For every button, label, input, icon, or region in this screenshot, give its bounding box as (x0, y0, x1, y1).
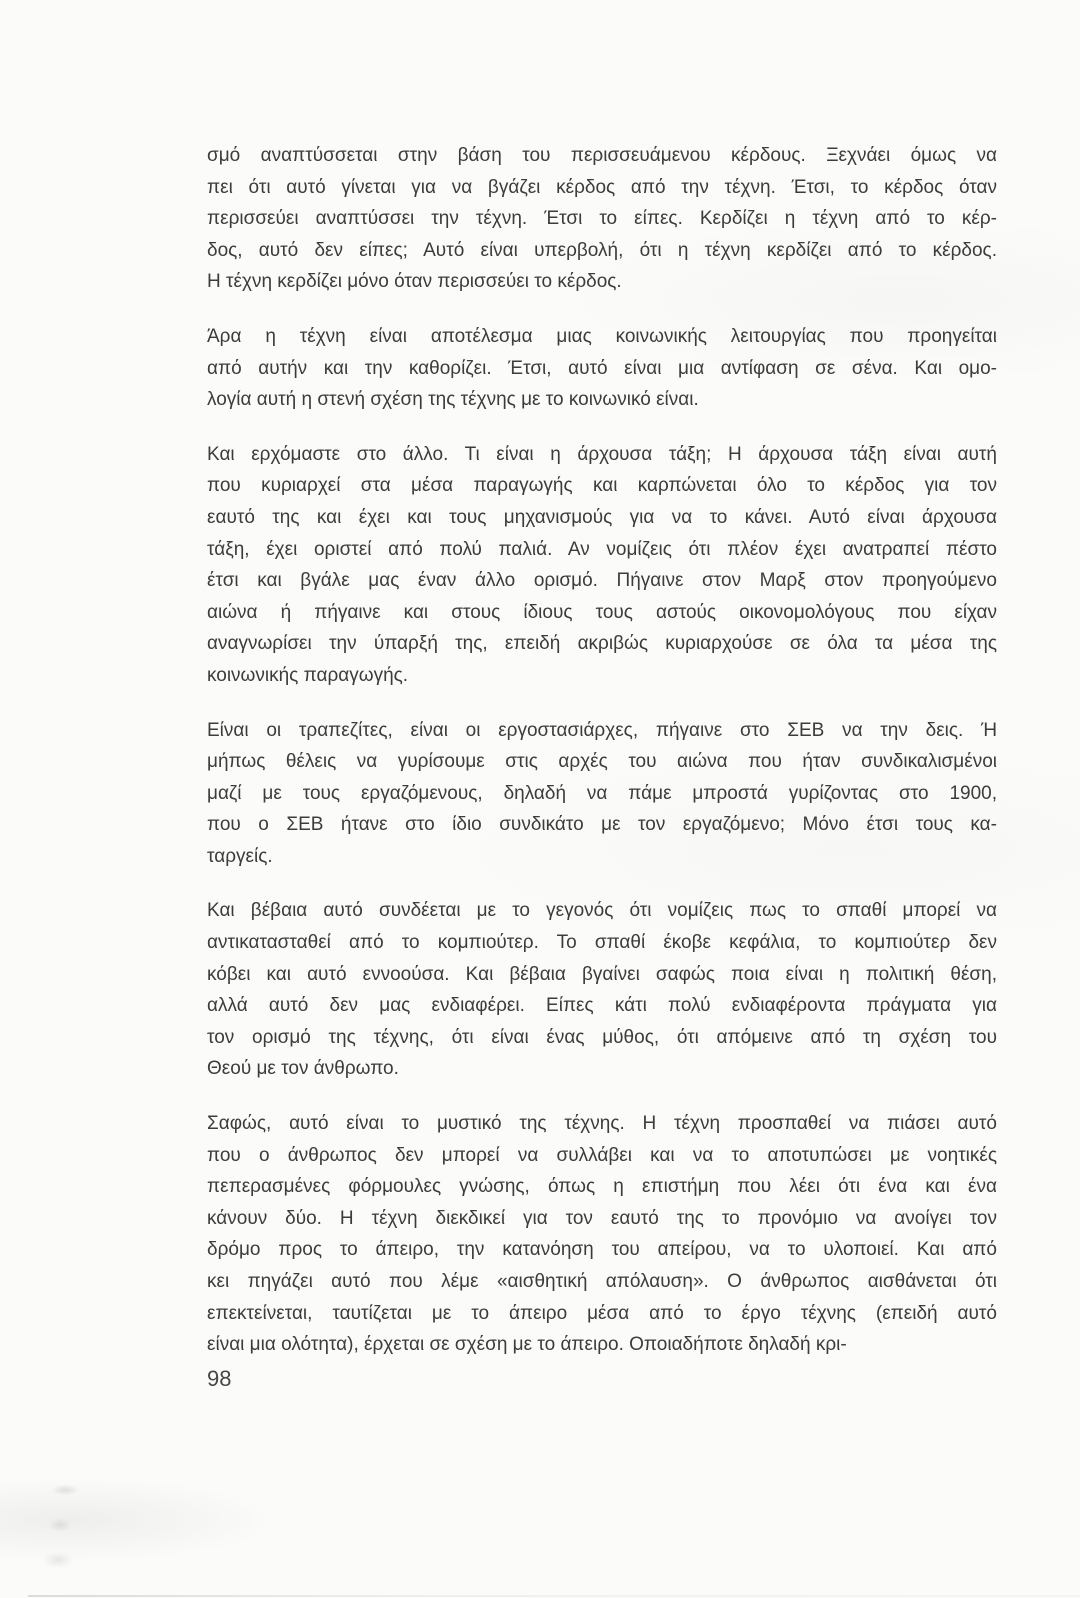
paragraph (207, 1108, 997, 1361)
paragraph (207, 895, 997, 1085)
text-line: επεκτείνεται, ταυτίζεται με το άπειρο μέσα από το έργο τέχνης (επειδή αυτό (207, 1302, 997, 1324)
text-line: που κυριαρχεί στα μέσα παραγωγής και καρπώνεται όλο το κέρδος για τον (207, 475, 997, 497)
text-line: κει πηγάζει αυτό που λέμε «αισθητική απόλαυση». Ο άνθρωπος αισθάνεται ότι (207, 1271, 997, 1292)
text-line: που ο ΣΕΒ ήτανε στο ίδιο συνδικάτο με τον εργαζόμενο; Μόνο έτσι τους κα- (207, 814, 997, 836)
text-line: κοινωνικής παραγωγής. (207, 664, 409, 686)
text-line: ταργείς. (207, 845, 273, 867)
body-text-block (207, 140, 997, 1384)
paragraph (207, 715, 997, 873)
text-line: αντικατασταθεί από το κομπιούτερ. Το σπαθί έκοβε κεφάλια, το κομπιούτερ δεν (207, 932, 997, 954)
text-line: που ο άνθρωπος δεν μπορεί να συλλάβει και να το αποτυπώσει με νοητικές (207, 1144, 997, 1166)
text-line: κάνουν δύο. Η τέχνη διεκδικεί για τον εαυτό της το προνόμιο να ανοίγει τον (207, 1207, 997, 1229)
text-line: κόβει και αυτό εννοούσα. Και βέβαια βγαίνει σαφώς ποια είναι η πολιτική θέση, (207, 963, 997, 985)
scan-smudge-artifact (10, 1480, 80, 1570)
text-line: λογία αυτή η στενή σχέση της τέχνης με το κοινωνικό είναι. (207, 389, 699, 411)
text-line: Η τέχνη κερδίζει μόνο όταν περισσεύει το κέρδος. (207, 271, 622, 293)
page-number: 98 (207, 1366, 232, 1391)
text-line: τον ορισμό της τέχνης, ότι είναι ένας μύθος, ότι απόμεινε από τη σχέση του (207, 1026, 997, 1048)
text-line: αιώνα ή πήγαινε και στους ίδιους τους αστούς οικονομολόγους που είχαν (207, 601, 997, 623)
text-line: πει ότι αυτό γίνεται για να βγάζει κέρδος από την τέχνη. Έτσι, το κέρδος όταν (207, 176, 997, 198)
text-line: αναγνωρίσει την ύπαρξή της, επειδή ακριβώς κυριαρχούσε σε όλα τα μέσα της (207, 633, 997, 655)
text-line: Και βέβαια αυτό συνδέεται με το γεγονός ότι νομίζεις πως το σπαθί μπορεί να (207, 900, 997, 922)
text-line: Άρα η τέχνη είναι αποτέλεσμα μιας κοινωνικής λειτουργίας που προηγείται (207, 325, 997, 347)
text-line: Σαφώς, αυτό είναι το μυστικό της τέχνης. Η τέχνη προσπαθεί να πιάσει αυτό (207, 1113, 997, 1135)
scan-edge-artifact (28, 1595, 1080, 1597)
text-line: Θεού με τον άνθρωπο. (207, 1058, 399, 1080)
paragraph (207, 140, 997, 298)
text-line: μαζί με τους εργαζόμενους, δηλαδή να πάμε μπροστά γυρίζοντας στο 1900, (207, 782, 997, 804)
text-line: πεπερασμένες φόρμουλες γνώσης, όπως η επιστήμη που λέει ότι ένα και ένα (207, 1176, 997, 1198)
text-line: σμό αναπτύσσεται στην βάση του περισσευάμενου κέρδους. Ξεχνάει όμως να (207, 145, 997, 166)
paragraph (207, 439, 997, 692)
text-line: Είναι οι τραπεζίτες, είναι οι εργοστασιάρχες, πήγαινε στο ΣΕΒ να την δεις. Ή (207, 719, 997, 741)
text-line: δρόμο προς το άπειρο, την κατανόηση του απείρου, να το υλοποιεί. Και από (207, 1239, 997, 1261)
text-line: τάξη, έχει οριστεί από πολύ παλιά. Αν νομίζεις ότι πλέον έχει ανατραπεί πέστο (207, 538, 997, 560)
text-line: έτσι και βγάλε μας έναν άλλο ορισμό. Πήγαινε στον Μαρξ στον προηγούμενο (207, 570, 997, 592)
text-line: Και ερχόμαστε στο άλλο. Τι είναι η άρχουσα τάξη; Η άρχουσα τάξη είναι αυτή (207, 443, 997, 465)
paragraph (207, 321, 997, 416)
text-line: από αυτήν και την καθορίζει. Έτσι, αυτό είναι μια αντίφαση σε σένα. Και ομο- (207, 357, 997, 379)
text-line: περισσεύει αναπτύσσει την τέχνη. Έτσι το είπες. Κερδίζει η τέχνη από το κέρ- (207, 208, 997, 230)
text-line: μήπως θέλεις να γυρίσουμε στις αρχές του αιώνα που ήταν συνδικαλισμένοι (207, 751, 997, 773)
text-line: αλλά αυτό δεν μας ενδιαφέρει. Είπες κάτι πολύ ενδιαφέροντα πράγματα για (207, 995, 997, 1017)
text-line: είναι μια ολότητα), έρχεται σε σχέση με το άπειρο. Οποιαδήποτε δηλαδή κρι- (207, 1334, 847, 1356)
text-line: εαυτό της και έχει και τους μηχανισμούς για να το κάνει. Αυτό είναι άρχουσα (207, 506, 997, 528)
text-line: δος, αυτό δεν είπες; Αυτό είναι υπερβολή, ότι η τέχνη κερδίζει από το κέρδος. (207, 239, 997, 261)
